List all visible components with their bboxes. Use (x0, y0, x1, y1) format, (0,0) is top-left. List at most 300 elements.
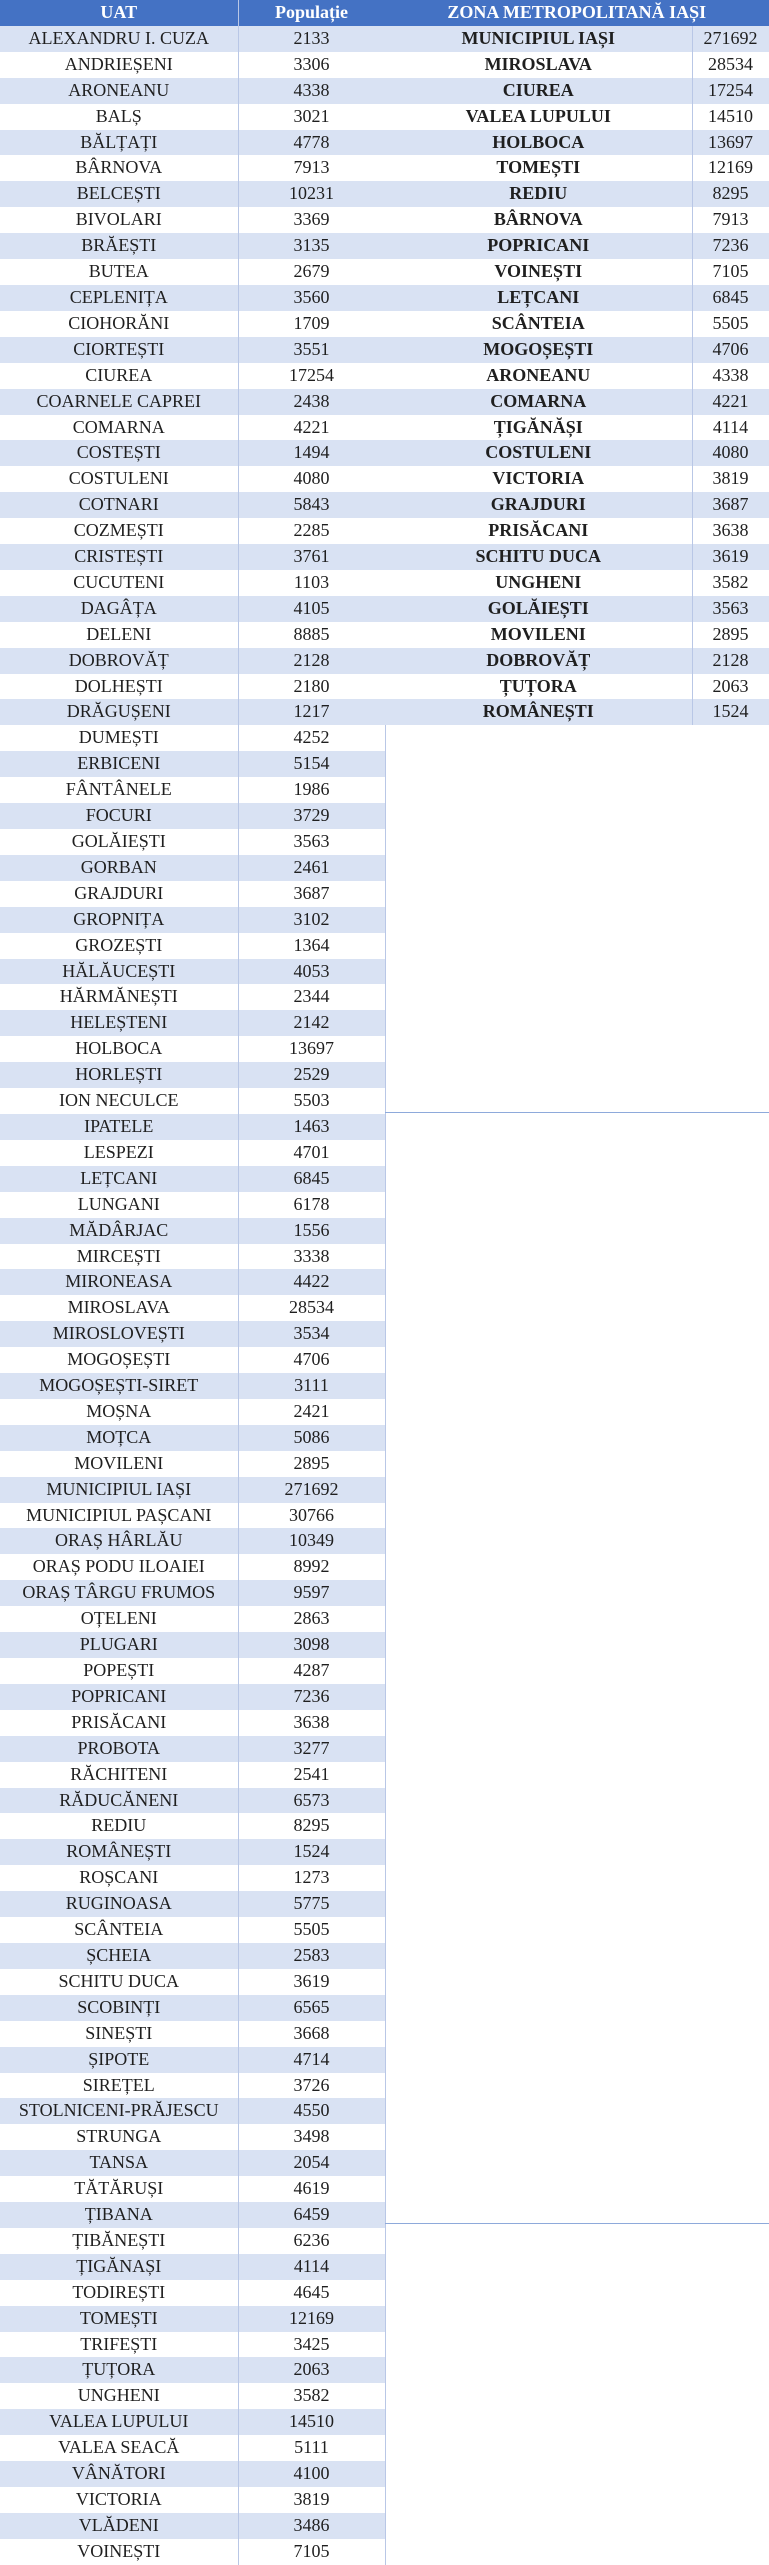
uat-table-row (0, 2306, 385, 2332)
population-cell: 6178 (238, 1192, 385, 1218)
population-cell: 3638 (238, 1710, 385, 1736)
locality-name-cell: LEȚCANI (0, 1166, 238, 1192)
population-cell: 3338 (238, 1244, 385, 1270)
zm-table-row (385, 104, 769, 130)
population-cell: 14510 (238, 2409, 385, 2435)
locality-name-cell: MOGOȘEȘTI-SIRET (0, 1373, 238, 1399)
locality-name-cell: MIROSLOVEȘTI (0, 1321, 238, 1347)
population-cell: 4100 (238, 2461, 385, 2487)
locality-name-cell: RUGINOASA (0, 1891, 238, 1917)
uat-table-row (0, 725, 385, 751)
uat-table-row (0, 26, 385, 52)
locality-name-cell: TANSA (0, 2150, 238, 2176)
locality-name-cell: MOGOȘEȘTI (385, 337, 692, 363)
population-cell: 2285 (238, 518, 385, 544)
uat-table-row (0, 2487, 385, 2513)
locality-name-cell: VOINEȘTI (0, 2539, 238, 2565)
zm-header-row (385, 0, 769, 26)
locality-name-cell: BÂRNOVA (0, 155, 238, 181)
population-cell: 6845 (238, 1166, 385, 1192)
locality-name-cell: ROMÂNEȘTI (0, 1839, 238, 1865)
population-cell: 1986 (238, 777, 385, 803)
locality-name-cell: LESPEZI (0, 1140, 238, 1166)
population-cell: 4338 (238, 78, 385, 104)
uat-table-row (0, 1684, 385, 1710)
uat-table-row (0, 130, 385, 156)
locality-name-cell: REDIU (385, 181, 692, 207)
population-cell: 4550 (238, 2098, 385, 2124)
uat-table-row (0, 1891, 385, 1917)
locality-name-cell: HOLBOCA (0, 1036, 238, 1062)
population-cell: 271692 (692, 26, 769, 52)
zm-table-row (385, 233, 769, 259)
uat-table-row (0, 1762, 385, 1788)
locality-name-cell: GOLĂIEȘTI (385, 596, 692, 622)
uat-table-row (0, 699, 385, 725)
uat-table-row (0, 1010, 385, 1036)
uat-table-row (0, 1244, 385, 1270)
population-cell: 5505 (238, 1917, 385, 1943)
population-cell: 2133 (238, 26, 385, 52)
locality-name-cell: CIUREA (385, 78, 692, 104)
uat-table-row (0, 1632, 385, 1658)
population-cell: 5086 (238, 1425, 385, 1451)
zm-table-row (385, 311, 769, 337)
uat-table-row (0, 78, 385, 104)
uat-table-row (0, 1321, 385, 1347)
uat-table-row (0, 52, 385, 78)
locality-name-cell: COSTEȘTI (0, 440, 238, 466)
locality-name-cell: OȚELENI (0, 1606, 238, 1632)
uat-table-row (0, 1580, 385, 1606)
uat-table-row (0, 311, 385, 337)
uat-table-row (0, 544, 385, 570)
locality-name-cell: MĂDÂRJAC (0, 1218, 238, 1244)
uat-table-row (0, 1788, 385, 1814)
uat-table-row (0, 855, 385, 881)
locality-name-cell: ORAȘ TÂRGU FRUMOS (0, 1580, 238, 1606)
locality-name-cell: DRĂGUȘENI (0, 699, 238, 725)
uat-table-row (0, 1736, 385, 1762)
uat-table-row (0, 1813, 385, 1839)
uat-table-row (0, 1166, 385, 1192)
locality-name-cell: COMARNA (0, 415, 238, 441)
population-cell: 3098 (238, 1632, 385, 1658)
population-cell: 5503 (238, 1088, 385, 1114)
population-cell: 2063 (238, 2357, 385, 2383)
population-cell: 2063 (692, 674, 769, 700)
locality-name-cell: CRISTEȘTI (0, 544, 238, 570)
population-cell: 3111 (238, 1373, 385, 1399)
locality-name-cell: POPEȘTI (0, 1658, 238, 1684)
uat-table-row (0, 803, 385, 829)
locality-name-cell: ȚIBĂNEȘTI (0, 2228, 238, 2254)
locality-name-cell: MOVILENI (0, 1451, 238, 1477)
population-cell: 8885 (238, 622, 385, 648)
population-cell: 3498 (238, 2124, 385, 2150)
population-cell: 2344 (238, 984, 385, 1010)
zm-table-row (385, 622, 769, 648)
population-cell: 1273 (238, 1865, 385, 1891)
locality-name-cell: LUNGANI (0, 1192, 238, 1218)
uat-table-row (0, 1088, 385, 1114)
zm-table-row (385, 130, 769, 156)
population-cell: 5775 (238, 1891, 385, 1917)
uat-table-row (0, 1036, 385, 1062)
population-cell: 4706 (238, 1347, 385, 1373)
population-cell: 3761 (238, 544, 385, 570)
zm-table-row (385, 78, 769, 104)
locality-name-cell: POPRICANI (0, 1684, 238, 1710)
locality-name-cell: VLĂDENI (0, 2513, 238, 2539)
population-cell: 2895 (692, 622, 769, 648)
population-cell: 4080 (238, 466, 385, 492)
population-cell: 2128 (238, 648, 385, 674)
locality-name-cell: UNGHENI (0, 2383, 238, 2409)
locality-name-cell: ERBICENI (0, 751, 238, 777)
population-cell: 4706 (692, 337, 769, 363)
population-cell: 17254 (238, 363, 385, 389)
population-cell: 4053 (238, 959, 385, 985)
zm-table-row (385, 415, 769, 441)
population-cell: 17254 (692, 78, 769, 104)
population-cell: 4701 (238, 1140, 385, 1166)
locality-name-cell: HELEȘTENI (0, 1010, 238, 1036)
uat-table-row (0, 984, 385, 1010)
locality-name-cell: VICTORIA (0, 2487, 238, 2513)
population-cell: 3486 (238, 2513, 385, 2539)
population-cell: 1556 (238, 1218, 385, 1244)
locality-name-cell: MIROSLAVA (385, 52, 692, 78)
population-cell: 14510 (692, 104, 769, 130)
population-cell: 3369 (238, 207, 385, 233)
locality-name-cell: MOȚCA (0, 1425, 238, 1451)
zm-table-row (385, 440, 769, 466)
population-cell: 3819 (692, 466, 769, 492)
population-cell: 5154 (238, 751, 385, 777)
population-cell: 1463 (238, 1114, 385, 1140)
population-cell: 5505 (692, 311, 769, 337)
locality-name-cell: HĂRMĂNEȘTI (0, 984, 238, 1010)
uat-column-header: UAT (0, 0, 238, 26)
population-cell: 3819 (238, 2487, 385, 2513)
locality-name-cell: STRUNGA (0, 2124, 238, 2150)
uat-table-row (0, 440, 385, 466)
locality-name-cell: BUTEA (0, 259, 238, 285)
population-cell: 2679 (238, 259, 385, 285)
population-cell: 2863 (238, 1606, 385, 1632)
population-cell: 3534 (238, 1321, 385, 1347)
population-cell: 4287 (238, 1658, 385, 1684)
population-cell: 4714 (238, 2047, 385, 2073)
uat-table-row (0, 648, 385, 674)
zm-table-row (385, 337, 769, 363)
uat-table-row (0, 2176, 385, 2202)
population-cell: 13697 (692, 130, 769, 156)
population-cell: 3638 (692, 518, 769, 544)
uat-table-row (0, 959, 385, 985)
population-cell: 3668 (238, 2021, 385, 2047)
locality-name-cell: ȚUȚORA (0, 2357, 238, 2383)
zm-table-row (385, 466, 769, 492)
zm-table-row (385, 363, 769, 389)
population-cell: 1524 (692, 699, 769, 725)
locality-name-cell: CEPLENIȚA (0, 285, 238, 311)
population-cell: 7105 (238, 2539, 385, 2565)
uat-table-row (0, 2254, 385, 2280)
zm-table-row (385, 181, 769, 207)
population-cell: 10349 (238, 1528, 385, 1554)
population-cell: 1217 (238, 699, 385, 725)
locality-name-cell: ȚIGĂNĂȘI (385, 415, 692, 441)
locality-name-cell: TODIREȘTI (0, 2280, 238, 2306)
uat-table-row (0, 596, 385, 622)
uat-table-row (0, 415, 385, 441)
population-cell: 3563 (692, 596, 769, 622)
population-cell: 1494 (238, 440, 385, 466)
population-cell: 3306 (238, 52, 385, 78)
population-cell: 3021 (238, 104, 385, 130)
locality-name-cell: HĂLĂUCEȘTI (0, 959, 238, 985)
locality-name-cell: UNGHENI (385, 570, 692, 596)
uat-table-row (0, 1269, 385, 1295)
locality-name-cell: CUCUTENI (0, 570, 238, 596)
population-cell: 2541 (238, 1762, 385, 1788)
zm-table-row (385, 389, 769, 415)
locality-name-cell: COARNELE CAPREI (0, 389, 238, 415)
zm-table-row (385, 492, 769, 518)
population-cell: 3563 (238, 829, 385, 855)
uat-table-row (0, 1995, 385, 2021)
uat-table-row (0, 492, 385, 518)
uat-table-row (0, 570, 385, 596)
uat-table-row (0, 2280, 385, 2306)
population-cell: 4221 (238, 415, 385, 441)
locality-name-cell: CIUREA (0, 363, 238, 389)
uat-table-row (0, 2357, 385, 2383)
locality-name-cell: VALEA LUPULUI (385, 104, 692, 130)
uat-table-row (0, 2539, 385, 2565)
locality-name-cell: COSTULENI (385, 440, 692, 466)
population-cell: 4221 (692, 389, 769, 415)
locality-name-cell: MIRCEȘTI (0, 1244, 238, 1270)
locality-name-cell: RĂDUCĂNENI (0, 1788, 238, 1814)
locality-name-cell: ȚUȚORA (385, 674, 692, 700)
locality-name-cell: GORBAN (0, 855, 238, 881)
uat-table-row (0, 181, 385, 207)
uat-table-row (0, 1917, 385, 1943)
population-cell: 30766 (238, 1503, 385, 1529)
locality-name-cell: ȚIGĂNAȘI (0, 2254, 238, 2280)
zm-table-row (385, 52, 769, 78)
locality-name-cell: ȘIPOTE (0, 2047, 238, 2073)
locality-name-cell: GROPNIȚA (0, 907, 238, 933)
locality-name-cell: TOMEȘTI (0, 2306, 238, 2332)
population-cell: 3425 (238, 2332, 385, 2358)
locality-name-cell: DAGÂȚA (0, 596, 238, 622)
uat-table-row (0, 389, 385, 415)
locality-name-cell: GOLĂIEȘTI (0, 829, 238, 855)
uat-table-row (0, 1451, 385, 1477)
population-cell: 7913 (692, 207, 769, 233)
locality-name-cell: FOCURI (0, 803, 238, 829)
locality-name-cell: PLUGARI (0, 1632, 238, 1658)
uat-table-row (0, 1710, 385, 1736)
locality-name-cell: GRAJDURI (0, 881, 238, 907)
uat-table-row (0, 1503, 385, 1529)
locality-name-cell: POPRICANI (385, 233, 692, 259)
uat-table-row (0, 881, 385, 907)
population-cell: 2054 (238, 2150, 385, 2176)
locality-name-cell: BIVOLARI (0, 207, 238, 233)
uat-table-row (0, 1606, 385, 1632)
uat-table-row (0, 155, 385, 181)
uat-table-row (0, 1528, 385, 1554)
uat-table-row (0, 1969, 385, 1995)
population-cell: 3619 (692, 544, 769, 570)
locality-name-cell: CIORTEȘTI (0, 337, 238, 363)
locality-name-cell: SCÂNTEIA (385, 311, 692, 337)
population-cell: 28534 (238, 1295, 385, 1321)
population-cell: 4114 (238, 2254, 385, 2280)
population-cell: 2895 (238, 1451, 385, 1477)
population-cell: 3551 (238, 337, 385, 363)
uat-table-row (0, 777, 385, 803)
uat-table-row (0, 1062, 385, 1088)
population-cell: 2583 (238, 1943, 385, 1969)
uat-table-row (0, 1839, 385, 1865)
locality-name-cell: MIRONEASA (0, 1269, 238, 1295)
locality-name-cell: SCÂNTEIA (0, 1917, 238, 1943)
uat-table-row (0, 1114, 385, 1140)
locality-name-cell: MUNICIPIUL IAȘI (385, 26, 692, 52)
population-cell: 6459 (238, 2202, 385, 2228)
locality-name-cell: SCOBINȚI (0, 1995, 238, 2021)
uat-table-row (0, 285, 385, 311)
population-cell: 2438 (238, 389, 385, 415)
population-cell: 4252 (238, 725, 385, 751)
locality-name-cell: SCHITU DUCA (0, 1969, 238, 1995)
population-column-header: Populație (238, 0, 385, 26)
zm-table-row (385, 518, 769, 544)
locality-name-cell: VÂNĂTORI (0, 2461, 238, 2487)
zm-table-row (385, 207, 769, 233)
locality-name-cell: ȚIBANA (0, 2202, 238, 2228)
population-cell: 4114 (692, 415, 769, 441)
population-cell: 4422 (238, 1269, 385, 1295)
uat-table-row (0, 829, 385, 855)
uat-table-row (0, 2435, 385, 2461)
population-cell: 12169 (692, 155, 769, 181)
population-cell: 3102 (238, 907, 385, 933)
uat-table-row (0, 466, 385, 492)
population-cell: 3619 (238, 1969, 385, 1995)
population-cell: 1709 (238, 311, 385, 337)
uat-table-row (0, 2098, 385, 2124)
population-cell: 28534 (692, 52, 769, 78)
population-cell: 4080 (692, 440, 769, 466)
uat-table-row (0, 2409, 385, 2435)
uat-table-row (0, 674, 385, 700)
locality-name-cell: IPATELE (0, 1114, 238, 1140)
uat-table-row (0, 518, 385, 544)
uat-table-row (0, 2073, 385, 2099)
uat-table-row (0, 2124, 385, 2150)
population-cell: 7105 (692, 259, 769, 285)
population-cell: 13697 (238, 1036, 385, 1062)
locality-name-cell: ARONEANU (0, 78, 238, 104)
locality-name-cell: SINEȘTI (0, 2021, 238, 2047)
uat-table-row (0, 1658, 385, 1684)
zm-table-row (385, 699, 769, 725)
uat-table-row (0, 104, 385, 130)
population-cell: 2421 (238, 1399, 385, 1425)
locality-name-cell: BÂRNOVA (385, 207, 692, 233)
population-cell: 3277 (238, 1736, 385, 1762)
zm-table-row (385, 570, 769, 596)
locality-name-cell: LEȚCANI (385, 285, 692, 311)
locality-name-cell: PROBOTA (0, 1736, 238, 1762)
uat-table-row (0, 2461, 385, 2487)
population-cell: 3687 (692, 492, 769, 518)
population-cell: 7236 (238, 1684, 385, 1710)
locality-name-cell: ROMÂNEȘTI (385, 699, 692, 725)
locality-name-cell: DOBROVĂȚ (0, 648, 238, 674)
population-cell: 2461 (238, 855, 385, 881)
uat-table-row (0, 1373, 385, 1399)
uat-table-row (0, 233, 385, 259)
locality-name-cell: DOLHEȘTI (0, 674, 238, 700)
locality-name-cell: CIOHORĂNI (0, 311, 238, 337)
locality-name-cell: BELCEȘTI (0, 181, 238, 207)
population-cell: 4619 (238, 2176, 385, 2202)
locality-name-cell: DUMEȘTI (0, 725, 238, 751)
zm-header: ZONA METROPOLITANĂ IAȘI (385, 0, 769, 26)
uat-table-row (0, 622, 385, 648)
uat-table-row (0, 1477, 385, 1503)
uat-table-row (0, 363, 385, 389)
population-cell: 2128 (692, 648, 769, 674)
population-cell: 1524 (238, 1839, 385, 1865)
population-cell: 4778 (238, 130, 385, 156)
uat-table-row (0, 2228, 385, 2254)
locality-name-cell: MOVILENI (385, 622, 692, 648)
locality-name-cell: HOLBOCA (385, 130, 692, 156)
locality-name-cell: BALȘ (0, 104, 238, 130)
population-cell: 6236 (238, 2228, 385, 2254)
locality-name-cell: PRISĂCANI (0, 1710, 238, 1736)
page-break-line (385, 2223, 769, 2224)
population-cell: 5843 (238, 492, 385, 518)
population-cell: 3582 (692, 570, 769, 596)
locality-name-cell: COSTULENI (0, 466, 238, 492)
locality-name-cell: ALEXANDRU I. CUZA (0, 26, 238, 52)
locality-name-cell: ȘCHEIA (0, 1943, 238, 1969)
locality-name-cell: REDIU (0, 1813, 238, 1839)
zm-table-row (385, 648, 769, 674)
uat-table-row (0, 2383, 385, 2409)
population-cell: 3135 (238, 233, 385, 259)
locality-name-cell: ION NECULCE (0, 1088, 238, 1114)
zm-table-row (385, 259, 769, 285)
population-cell: 12169 (238, 2306, 385, 2332)
locality-name-cell: ORAȘ HÂRLĂU (0, 1528, 238, 1554)
population-cell: 7236 (692, 233, 769, 259)
population-cell: 3560 (238, 285, 385, 311)
uat-header-row (0, 0, 385, 26)
locality-name-cell: SCHITU DUCA (385, 544, 692, 570)
locality-name-cell: ORAȘ PODU ILOAIEI (0, 1554, 238, 1580)
